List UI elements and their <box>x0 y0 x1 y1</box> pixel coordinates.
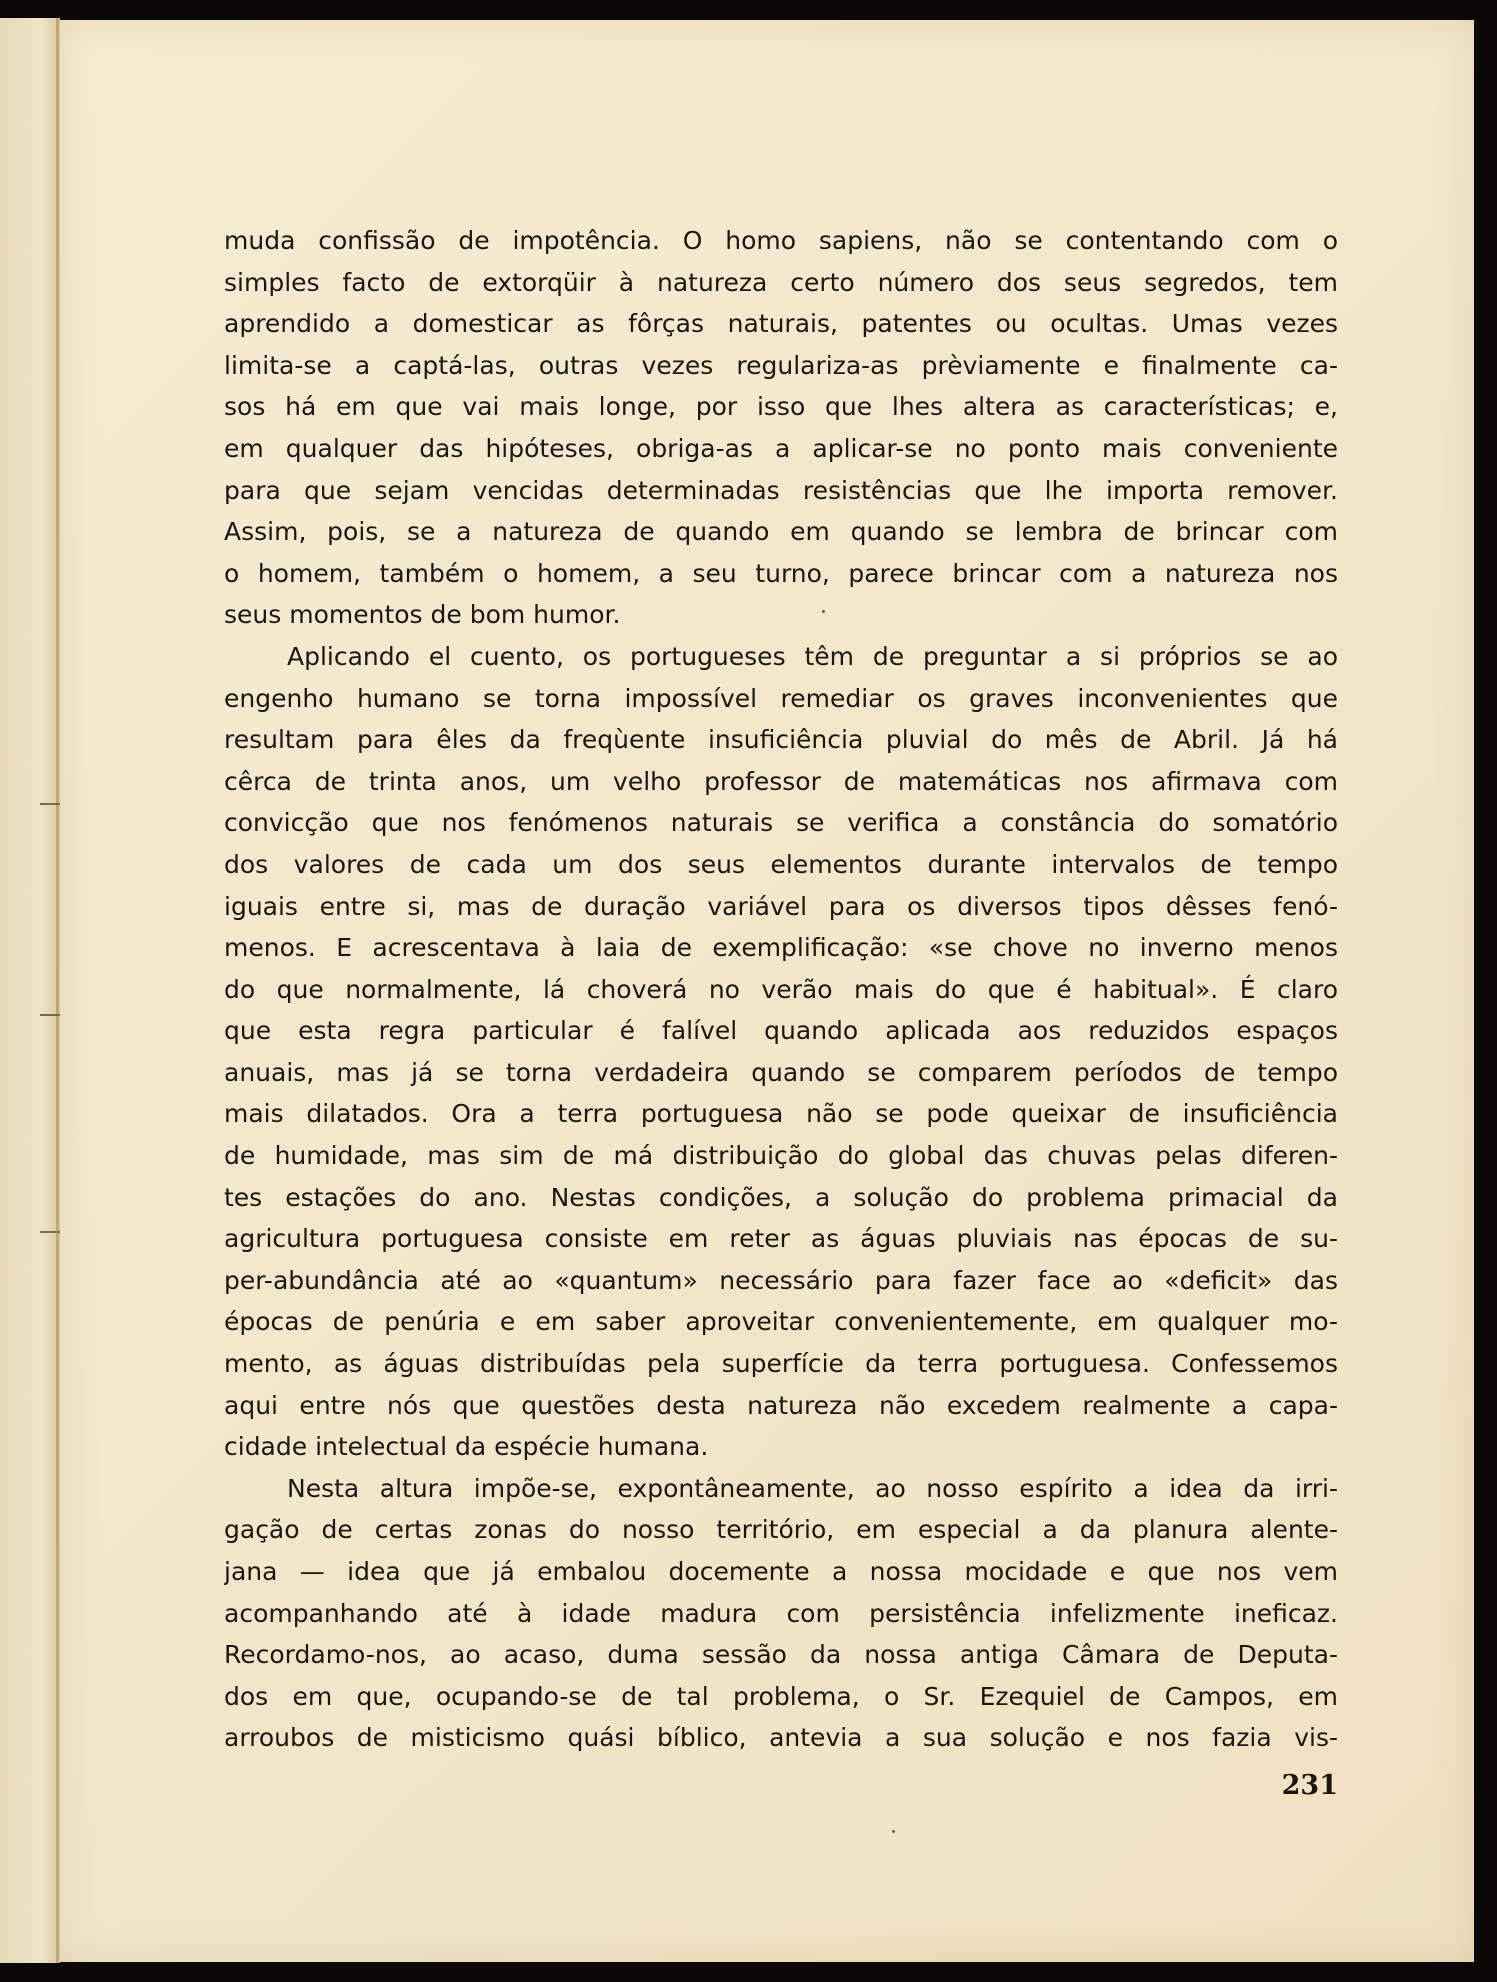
page-number: 231 <box>1281 1770 1338 1801</box>
text-line: em qualquer das hipóteses, obriga-as a aplicar-se no ponto mais conveniente <box>224 433 1338 463</box>
text-line: muda confissão de impotência. O homo sapiens, não se contentando com o <box>224 226 1338 255</box>
text-line: convicção que nos fenómenos naturais se verifica a constância do somatório <box>224 808 1338 838</box>
text-line: resultam para êles da freqùente insuficiência pluvial do mês de Abril. Já há <box>224 725 1338 755</box>
text-line: Nesta altura impõe-se, expontâneamente, ao nosso espírito a idea da irri- <box>287 1473 1338 1503</box>
page-fold <box>56 18 59 1963</box>
text-line: para que sejam vencidas determinadas resistências que lhe importa remover. <box>224 475 1338 505</box>
text-line: simples facto de extorqüir à natureza certo número dos seus segredos, tem <box>224 267 1338 297</box>
text-line: jana — idea que já embalou docemente a nossa mocidade e que nos vem <box>224 1557 1338 1586</box>
text-line: sos há em que vai mais longe, por isso que lhes altera as características; e, <box>224 392 1338 422</box>
text-line: dos em que, ocupando-se de tal problema, o Sr. Ezequiel de Campos, em <box>224 1681 1338 1711</box>
paper-speck <box>892 1830 895 1833</box>
text-line: Assim, pois, se a natureza de quando em quando se lembra de brincar com <box>224 517 1338 547</box>
text-line: menos. E acrescentava à laia de exemplificação: «se chove no inverno menos <box>224 933 1338 963</box>
text-line: épocas de penúria e em saber aproveitar convenientemente, em qualquer mo- <box>224 1307 1338 1337</box>
text-line: aprendido a domesticar as fôrças naturais, patentes ou ocultas. Umas vezes <box>224 309 1338 339</box>
text-line: cidade intelectual da espécie humana. <box>224 1432 709 1462</box>
text-line: engenho humano se torna impossível remediar os graves inconvenientes que <box>224 683 1338 713</box>
text-line: iguais entre si, mas de duração variável para os diversos tipos dêsses fenó- <box>224 891 1338 921</box>
text-line: o homem, também o homem, a seu turno, parece brincar com a natureza nos <box>224 558 1338 588</box>
text-line: mento, as águas distribuídas pela superfície da terra portuguesa. Confessemos <box>224 1349 1338 1379</box>
text-line: acompanhando até à idade madura com persistência infelizmente ineficaz. <box>224 1598 1338 1628</box>
text-line: tes estações do ano. Nestas condições, a solução do problema primacial da <box>224 1182 1338 1212</box>
previous-page-edge <box>0 18 60 1963</box>
body-text <box>224 220 1338 1759</box>
text-line: aqui entre nós que questões desta natureza não excedem realmente a capa- <box>224 1390 1338 1420</box>
text-line: Recordamo-nos, ao acaso, duma sessão da nossa antiga Câmara de Deputa- <box>224 1640 1338 1670</box>
text-line: de humidade, mas sim de má distribuição do global das chuvas pelas diferen- <box>224 1141 1338 1171</box>
text-line: gação de certas zonas do nosso território, em especial a da planura alente- <box>224 1515 1338 1545</box>
text-line: anuais, mas já se torna verdadeira quando se comparem períodos de tempo <box>224 1057 1338 1087</box>
text-line: agricultura portuguesa consiste em reter as águas pluviais nas épocas de su- <box>224 1224 1338 1254</box>
text-line: do que normalmente, lá choverá no verão mais do que é habitual». É claro <box>224 974 1338 1004</box>
text-line: mais dilatados. Ora a terra portuguesa não se pode queixar de insuficiência <box>224 1099 1338 1129</box>
text-line: cêrca de trinta anos, um velho professor de matemáticas nos afirmava com <box>224 766 1338 796</box>
text-line: arroubos de misticismo quási bíblico, antevia a sua solução e nos fazia vis- <box>224 1723 1338 1753</box>
text-line: per-abundância até ao «quantum» necessário para fazer face ao «deficit» das <box>224 1265 1338 1295</box>
text-line: seus momentos de bom humor. <box>224 600 621 630</box>
text-line: que esta regra particular é falível quando aplicada aos reduzidos espaços <box>224 1016 1338 1046</box>
text-line: dos valores de cada um dos seus elementos durante intervalos de tempo <box>224 849 1338 879</box>
text-line: Aplicando el cuento, os portugueses têm de preguntar a si próprios se ao <box>287 641 1338 671</box>
text-line: limita-se a captá-las, outras vezes regulariza-as prèviamente e finalmente ca- <box>224 350 1338 380</box>
book-page <box>60 20 1474 1962</box>
